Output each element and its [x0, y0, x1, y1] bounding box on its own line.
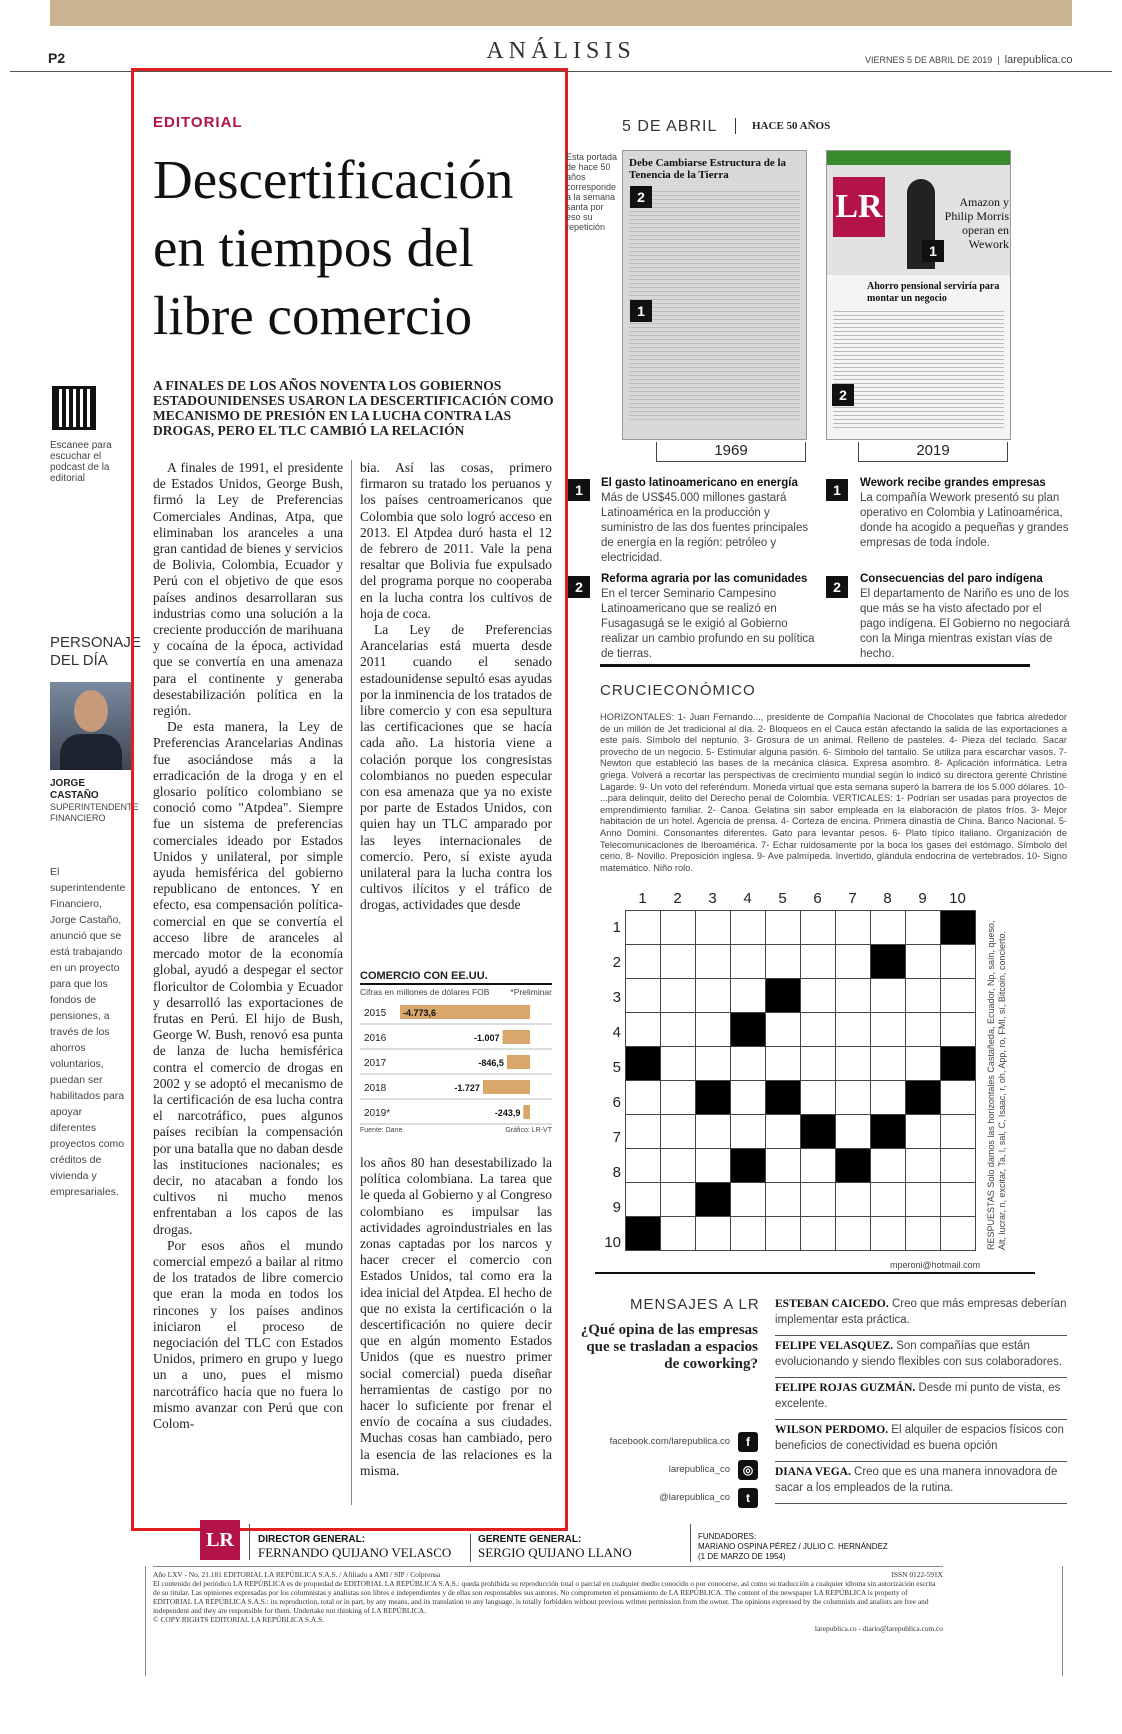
director-name: FERNANDO QUIJANO VELASCO — [258, 1545, 452, 1560]
social-facebook[interactable]: facebook.com/larepublica.co — [609, 1436, 730, 1447]
crossword-cell[interactable] — [731, 1013, 766, 1047]
crossword-cell[interactable] — [696, 1081, 731, 1115]
crossword-grid — [625, 910, 976, 1251]
crossword-cell[interactable] — [941, 911, 976, 945]
message-author: DIANA VEGA. — [775, 1466, 851, 1478]
crossword-cell[interactable] — [731, 1217, 766, 1251]
crossword-cell[interactable] — [731, 1183, 766, 1217]
message-author: FELIPE ROJAS GUZMÁN. — [775, 1382, 916, 1394]
item-title: Wework recibe grandes empresas — [860, 477, 1046, 489]
crossword-cell[interactable] — [731, 1081, 766, 1115]
message-text: Son compañías que están evolucionando y siendo flexibles con sus colaboradores. — [775, 1340, 1063, 1368]
year-bar-1969 — [656, 442, 806, 462]
crossword-cell[interactable] — [696, 945, 731, 979]
crossword-col-number: 10 — [949, 890, 966, 907]
item-text: El departamento de Nariño es uno de los que más se ha visto afectado por el pago indígena. El Gobierno no negociará con la Minga mientras existan vías de hecho. — [860, 588, 1070, 660]
chart-category-label: 2016 — [364, 1033, 387, 1044]
crossword-cell[interactable] — [626, 1217, 661, 1251]
crossword-cell[interactable] — [801, 979, 836, 1013]
personaje-photo — [50, 682, 132, 770]
crossword-cell[interactable] — [766, 911, 801, 945]
crossword-cell[interactable] — [836, 1081, 871, 1115]
dateline: VIERNES 5 DE ABRIL DE 2019 | larepublica.co — [865, 54, 1073, 66]
crossword-cell[interactable] — [661, 945, 696, 979]
chart-plot — [360, 999, 552, 1127]
crossword-cell[interactable] — [906, 1149, 941, 1183]
crossword-cell[interactable] — [661, 1047, 696, 1081]
crossword-cell[interactable] — [801, 1149, 836, 1183]
personaje-description: El superintendente Financiero, Jorge Castaño, anunció que se está trabajando en un proyecto para que los fondos de pensiones, a través de los ahorros voluntarios, puedan ser habilitados para apoyar diferentes proyectos como créditos de vivienda y empresariales. — [50, 866, 126, 1198]
crossword-cell[interactable] — [836, 1149, 871, 1183]
chart-data-label: -4.773,6 — [403, 1008, 437, 1018]
crossword-cell[interactable] — [906, 1047, 941, 1081]
crossword-cell[interactable] — [801, 911, 836, 945]
chart-source: Fuente: Dane — [360, 1127, 403, 1134]
trade-chart — [360, 970, 552, 1140]
crossword-row-number: 5 — [612, 1059, 621, 1076]
chart-bar — [507, 1055, 530, 1069]
crossword-cell[interactable] — [626, 1115, 661, 1149]
crossword-cell[interactable] — [661, 1013, 696, 1047]
chart-category-label: 2017 — [364, 1058, 387, 1069]
crossword-cell[interactable] — [906, 1013, 941, 1047]
crossword-cell[interactable] — [836, 1217, 871, 1251]
director-label: DIRECTOR GENERAL: — [258, 1534, 366, 1545]
paragraph: bia. Así las cosas, primero firmaron su tratado los peruanos y los países centroamericanos que Colombia que solo logró acceso en 2013. El Atpdea duró hasta el 12 de febrero de 2011. Vale la pena resaltar que Bolivia fue expulsado del programa porque no cooperaba en la lucha contra los cultivos de hoja de coca. — [360, 460, 552, 621]
crossword-title: CRUCIECONÓMICO — [600, 682, 756, 699]
crossword-cell[interactable] — [731, 911, 766, 945]
crossword-cell[interactable] — [731, 945, 766, 979]
crossword-cell[interactable] — [766, 1217, 801, 1251]
item-badge: 2 — [568, 576, 590, 598]
crossword-cell[interactable] — [661, 911, 696, 945]
chart-category-label: 2018 — [364, 1083, 387, 1094]
crossword-col-number: 9 — [918, 890, 927, 907]
top-color-bar — [50, 0, 1072, 26]
front-page-1969-headline: Debe Cambiarse Estructura de la Tenencia de la Tierra — [629, 157, 787, 181]
photo-badge-4: 2 — [832, 384, 854, 406]
crossword-clues: HORIZONTALES: 1- Juan Fernando..., presidente de Compañía Nacional de Chocolates que fabrica alrededor de un millón de Jet tradicional al día. 2- Bloqueos en el Cauca están afectando la salida de las exportaciones a este país. Símbolo del neptunio. 3- Grosura de un animal. Relleno de pasteles. 4- Pieza del teclado. Sacar provecho de un negocio. 5- Estimular alguna pasión. 6- Símbolo del tantalio. Se utiliza para escarchar vasos. 7- Newton que estableció las bases de la mecánica clásica. Expresa asombro. 8- Aplicación informática. Letra griega. Volverá a recortar las perspectivas de crecimiento mundial según lo indicó su directora gerente Christine Lagarde. 9- Un voto del referéndum. Moneda virtual que esta semana superó la barrera de los 5.000 dólares. 10- ...para delinquir, delito del Derecho penal de Colombia. VERTICALES: 1- Podrían ser usadas para proyectos de emprendimiento familiar. 2- Canoa. Gelatina sin sabor empleada en la elaboración de platos fríos. 3- Mejor habitación de un hotel. Agencia de prensa. 4- Corteza de encina. Primera dinastía de China. Banco Nacional. 5- Anno Domini. Consonantes diferentes. Gato para levantar pesos. 6- Plato típico italiano. Organización de Telecomunicaciones de Iberoamérica. 7- Echar ruidosamente por la boca los gases del estómago. Símbolo del cerio. 8- Novillo. Preposición inglesa. 9- Ave palmípeda. Invertido, glándula endocrina de vertebrados. 10- Signo matemático. Niño rolo. — [600, 712, 1067, 873]
instagram-icon[interactable]: ◎ — [738, 1460, 758, 1480]
mensajes-title: MENSAJES A LR — [630, 1296, 760, 1313]
crossword-cell[interactable] — [766, 1183, 801, 1217]
fundacion-date: (1 DE MARZO DE 1954) — [698, 1552, 786, 1561]
crossword-cell[interactable] — [731, 1149, 766, 1183]
footer-vline — [690, 1524, 691, 1562]
message-item — [775, 1462, 1067, 1504]
editorial-lead: A FINALES DE LOS AÑOS NOVENTA LOS GOBIERNOS ESTADOUNIDENSES USARON LA DESCERTIFICACIÓN COMO MECANISMO DE PRESIÓN EN LA LUCHA CONTRA LAS DROGAS, PERO EL TLC CAMBIÓ LA RELACIÓN — [153, 378, 554, 438]
gerente-label: GERENTE GENERAL: — [478, 1534, 582, 1545]
crossword-cell[interactable] — [836, 911, 871, 945]
chart-subtitle: Cifras en millones de dólares FOB — [360, 987, 490, 997]
crossword-row-number: 10 — [604, 1234, 621, 1251]
item-1969-2 — [601, 572, 816, 662]
crossword-col-number: 8 — [883, 890, 892, 907]
message-text: El alquiler de espacios físicos con beneficios de conectividad es buena opción — [775, 1424, 1064, 1452]
legal-issue: Año LXV - No. 21.181 EDITORIAL LA REPÚBLICA S.A.S. / Afiliado a AMI / SIP / Colprensa — [153, 1570, 441, 1579]
hace50-blurb: Esta portada de hace 50 años corresponde a la semana santa por eso su repetición — [566, 152, 618, 232]
photo-badge-3: 1 — [922, 240, 944, 262]
crossword-cell[interactable] — [836, 1047, 871, 1081]
section-rule — [600, 664, 1030, 667]
crossword-cell[interactable] — [836, 1183, 871, 1217]
crossword-cell[interactable] — [941, 1047, 976, 1081]
personaje-role: SUPERINTENDENTE FINANCIERO — [50, 802, 139, 823]
site-link[interactable]: larepublica.co — [1004, 54, 1073, 66]
crossword-row-number: 8 — [612, 1164, 621, 1181]
crossword-cell[interactable] — [731, 1047, 766, 1081]
chart-bar — [503, 1030, 530, 1044]
crossword-cell[interactable] — [766, 1149, 801, 1183]
qr-code-icon[interactable] — [52, 386, 96, 430]
crossword-cell[interactable] — [766, 1081, 801, 1115]
crossword-cell[interactable] — [766, 979, 801, 1013]
front-page-2019-subhead: Ahorro pensional serviría para montar un negocio — [867, 281, 1000, 304]
crossword-cell[interactable] — [906, 1081, 941, 1115]
crossword-cell[interactable] — [941, 1013, 976, 1047]
editorial-headline: Descertificación en tiempos del libre comercio — [153, 149, 514, 346]
crossword-cell[interactable] — [836, 1115, 871, 1149]
crossword-col-number: 7 — [848, 890, 857, 907]
crossword-cell[interactable] — [836, 979, 871, 1013]
crossword-cell[interactable] — [626, 1183, 661, 1217]
fundadores-label: FUNDADORES: — [698, 1532, 757, 1541]
crossword-cell[interactable] — [836, 1013, 871, 1047]
chart-category-label: 2019* — [364, 1108, 391, 1119]
crossword-cell[interactable] — [871, 1081, 906, 1115]
crossword-cell[interactable] — [871, 1183, 906, 1217]
crossword-cell[interactable] — [626, 1013, 661, 1047]
chart-data-label: -846,5 — [478, 1058, 504, 1068]
hace50-divider — [735, 118, 736, 134]
crossword-row-number: 9 — [612, 1199, 621, 1216]
crossword-cell[interactable] — [661, 1115, 696, 1149]
paragraph: De esta manera, la Ley de Preferencias Arancelarias Andinas fue asociándose más a la erradicación de la droga y en el glosario político colombiano se conoció como "Atpdea". Siempre fue un sistema de preferencias comerciales ideado por Estados Unidos y unilateral, por simple ayuda hemisférica del gobierno republicano de entonces. Y en efecto, esa compensación política-comercial en que se convertía el acceso libre de aranceles al mercado motor de la economía global, ayudó a despegar el sector floricultor de Colombia y Ecuador y desarrolló las exportaciones de frutas en Perú. El hijo de Bush, George W. Bush, renovó esa punta de lanza de lucha hemisférica contra el comercio de drogas en 2002 y se adoptó el mecanismo de la certificación de esa lucha contra el narcotráfico, pues algunos países recibían la compensación por una batalla que no daban desde las instituciones nacionales; es decir, no atacaban a fondo los cultivos ni mucho menos enfrentaban a los capos de las drogas. — [153, 719, 343, 1237]
item-title: El gasto latinoamericano en energía — [601, 477, 798, 489]
crossword-frame-bottom — [595, 1272, 1035, 1274]
message-item — [775, 1294, 1067, 1336]
crossword-cell[interactable] — [906, 979, 941, 1013]
column-divider — [351, 460, 352, 1505]
crossword-cell[interactable] — [906, 945, 941, 979]
page-number: P2 — [48, 50, 66, 66]
gerente-name: SERGIO QUIJANO LLANO — [478, 1545, 632, 1560]
message-text: Creo que es una manera innovadora de sacar a los empleados de la rutina. — [775, 1466, 1058, 1494]
crossword-cell[interactable] — [766, 1047, 801, 1081]
crossword-cell[interactable] — [941, 945, 976, 979]
crossword-cell[interactable] — [801, 1081, 836, 1115]
mensajes-question: ¿Qué opina de las empresas que se trasladan a espacios de coworking? — [580, 1322, 758, 1372]
editorial-label: EDITORIAL — [153, 114, 243, 131]
social-instagram[interactable]: larepublica_co — [668, 1464, 730, 1475]
crossword-cell[interactable] — [661, 979, 696, 1013]
crossword-cell[interactable] — [766, 1013, 801, 1047]
crossword-cell[interactable] — [696, 1013, 731, 1047]
footer-gerente — [478, 1534, 632, 1561]
front-page-2019-logo: LR — [833, 177, 885, 237]
crossword-cell[interactable] — [801, 1013, 836, 1047]
crossword-cell[interactable] — [941, 1183, 976, 1217]
footer-rule — [153, 1566, 943, 1567]
message-text: Creo que más empresas deberían implementar esta práctica. — [775, 1298, 1067, 1326]
crossword-cell[interactable] — [626, 1047, 661, 1081]
crossword-row-number: 7 — [612, 1129, 621, 1146]
crossword-cell[interactable] — [941, 1217, 976, 1251]
crossword-cell[interactable] — [941, 1081, 976, 1115]
twitter-icon[interactable]: t — [738, 1488, 758, 1508]
chart-note: *Preliminar — [510, 987, 552, 997]
footer-director — [258, 1534, 451, 1561]
section-title: ANÁLISIS — [486, 38, 636, 64]
crossword-cell[interactable] — [906, 1115, 941, 1149]
crossword-row-number: 6 — [612, 1094, 621, 1111]
crossword-cell[interactable] — [906, 911, 941, 945]
crossword-cell[interactable] — [766, 945, 801, 979]
crossword-cell[interactable] — [871, 1149, 906, 1183]
crossword-cell[interactable] — [871, 911, 906, 945]
item-text: Más de US$45.000 millones gastará Latinoamérica en la producción y suministro de las dos fuentes principales de energía en la región: petróleo y electricidad. — [601, 492, 809, 564]
item-text: En el tercer Seminario Campesino Latinoamericano que se realizó en Fusagasugá se le exigió al Gobierno realizar un cambio profundo en su política de tierras. — [601, 588, 815, 660]
crossword-cell[interactable] — [801, 1115, 836, 1149]
crossword-col-number: 6 — [813, 890, 822, 907]
item-title: Reforma agraria por las comunidades — [601, 573, 808, 585]
crossword-cell[interactable] — [906, 1217, 941, 1251]
crossword-cell[interactable] — [696, 1183, 731, 1217]
paragraph: Por esos años el mundo comercial empezó a bailar al ritmo de los tratados de libre comercio que eran la moda en todos los rincones y los países andinos iniciaron el proceso de negociación del TLC con Estados Unidos, primero en grupo y luego un a uno, pues el mismo narcotráfico hacía que no fuera lo mismo avanzar con Perú que con Colom- — [153, 1237, 343, 1431]
crossword-cell[interactable] — [871, 1115, 906, 1149]
legal-notice — [153, 1570, 943, 1633]
crossword-cell[interactable] — [766, 1115, 801, 1149]
item-2019-1 — [860, 476, 1070, 551]
crossword-cell[interactable] — [871, 1013, 906, 1047]
item-title: Consecuencias del paro indígena — [860, 573, 1043, 585]
crossword-cell[interactable] — [696, 979, 731, 1013]
message-author: FELIPE VELASQUEZ. — [775, 1340, 894, 1352]
right-frame-line — [1062, 1566, 1063, 1676]
crossword-col-number: 1 — [638, 890, 647, 907]
message-item — [775, 1378, 1067, 1420]
crossword-row-number: 4 — [612, 1024, 621, 1041]
crossword-cell[interactable] — [626, 945, 661, 979]
crossword-email: mperoni@hotmail.com — [890, 1260, 981, 1270]
footer-fundadores — [698, 1532, 888, 1562]
crossword-cell[interactable] — [696, 1047, 731, 1081]
item-badge: 2 — [826, 576, 848, 598]
message-author: ESTEBAN CAICEDO. — [775, 1298, 889, 1310]
editorial-column-2 — [360, 460, 552, 960]
crossword-cell[interactable] — [626, 911, 661, 945]
crossword-col-number: 4 — [743, 890, 752, 907]
issue-date: VIERNES 5 DE ABRIL DE 2019 — [865, 55, 993, 65]
crossword-col-number: 5 — [778, 890, 787, 907]
crossword-cell[interactable] — [661, 1183, 696, 1217]
photo-badge-2: 1 — [630, 300, 652, 322]
crossword-cell[interactable] — [941, 979, 976, 1013]
crossword-row-numbers — [595, 910, 621, 1260]
chart-bar — [523, 1105, 530, 1119]
chart-data-label: -243,9 — [494, 1108, 521, 1118]
crossword-cell[interactable] — [696, 1149, 731, 1183]
crossword-cell[interactable] — [871, 979, 906, 1013]
footer-vline — [470, 1534, 471, 1562]
year-label-2019: 2019 — [916, 442, 950, 459]
item-badge: 1 — [568, 479, 590, 501]
chart-data-label: -1.727 — [454, 1083, 480, 1093]
crossword-col-number: 2 — [673, 890, 682, 907]
crossword-cell[interactable] — [801, 1047, 836, 1081]
item-badge: 1 — [826, 479, 848, 501]
crossword-row-number: 1 — [612, 919, 621, 936]
paragraph: los años 80 han desestabilizado la política colombiana. La tarea que le queda al Gobierno y al Congreso colombiano es impulsar las actividades agroindustriales en las zonas captadas por los narcos y hacer crecer el comercio con Estados Unidos, tal como era la idea inicial del Atpdea. El hecho de que no exista la certificación o la descertificación no quiere decir que en algún momento Estados Unidos (que es nuestro primer social comercial) pueda diseñar herramientas de castigo por no hacer lo suficiente por frenar el envío de cocaína a sus ciudades. Muchas cosas han cambiado, pero la esencia de las relaciones es la misma. — [360, 1155, 552, 1478]
crossword-cell[interactable] — [626, 979, 661, 1013]
crossword-cell[interactable] — [871, 1047, 906, 1081]
item-text: La compañía Wework presentó su plan operativo en Colombia y Latinoamérica, donde ha acogido a pequeñas y grandes empresas de toda índole. — [860, 492, 1069, 549]
chart-data-label: -1.007 — [474, 1033, 500, 1043]
hace50-title: HACE 50 AÑOS — [752, 120, 831, 132]
crossword-cell[interactable] — [626, 1081, 661, 1115]
message-item — [775, 1336, 1067, 1378]
message-item — [775, 1420, 1067, 1462]
front-page-2019-headline: Amazon y Philip Morris operan en Wework — [944, 195, 1009, 251]
crossword-cell[interactable] — [801, 1183, 836, 1217]
paragraph: La Ley de Preferencias Arancelarias está muerta desde 2011 cuando el senado estadounidense sepultó esas ayudas por la inminencia de los tratados de libre comercio y con esa sepultura las certificaciones que se hacía cada año. La historia viene a colación porque los congresistas colombianos no pueden especular con esa amenaza que ya no existe por parte de Estados Unidos, con quien hay un TLC amparado por las leyes internacionales de comercio. Pero, sí existe ayuda unilateral para la lucha contra los cultivos ilícitos y el tráfico de drogas, actividades que desde — [360, 622, 552, 913]
message-author: WILSON PERDOMO. — [775, 1424, 889, 1436]
crossword-cell[interactable] — [626, 1149, 661, 1183]
crossword-cell[interactable] — [941, 1115, 976, 1149]
crossword-cell[interactable] — [661, 1149, 696, 1183]
year-label-1969: 1969 — [714, 442, 748, 459]
crossword-cell[interactable] — [871, 945, 906, 979]
crossword-cell[interactable] — [801, 1217, 836, 1251]
qr-caption: Escanee para escuchar el podcast de la editorial — [50, 440, 112, 484]
crossword-cell[interactable] — [871, 1217, 906, 1251]
chart-title: COMERCIO CON EE.UU. — [360, 970, 552, 985]
hace50-date: 5 DE ABRIL — [622, 118, 718, 135]
crossword-cell[interactable] — [801, 945, 836, 979]
crossword-cell[interactable] — [661, 1217, 696, 1251]
mensajes-list — [775, 1294, 1067, 1504]
crossword-col-number: 3 — [708, 890, 717, 907]
chart-credit: Gráfico: LR-VT — [505, 1127, 552, 1134]
crossword-cell[interactable] — [836, 945, 871, 979]
crossword-row-number: 3 — [612, 989, 621, 1006]
chart-bar — [483, 1080, 530, 1094]
crossword-col-numbers — [625, 890, 975, 907]
lr-logo[interactable]: LR — [200, 1520, 240, 1560]
crossword-cell[interactable] — [731, 1115, 766, 1149]
year-bar-2019 — [858, 442, 1008, 462]
paragraph: A finales de 1991, el presidente de Estados Unidos, George Bush, firmó la Ley de Preferencias Comerciales Andinas, Atpa, que eliminaban los aranceles a una gran cantidad de bienes y servicios de Bolivia, Colombia, Ecuador y Perú con el objetivo de que esos países andinos desarrollaran sus industrias como una solución a la creciente producción de marihuana y cocaína de la época, actividad que se convertía en una amenaza para el continente y generaba desestabilización política en la región. — [153, 460, 343, 719]
copyright: © COPY RIGHTS EDITORIAL LA REPÚBLICA S.A.S. — [153, 1615, 325, 1624]
legal-text: El contenido del periódico LA REPÚBLICA es de propiedad de EDITORIAL LA REPÚBLICA S.A.S.: queda prohibida su reproducción total o parcial en cualquier medio conocido o por conocerse, así como su traducción a cualquier idioma sin autorización escrita de su titular. Las opiniones expresadas por los columnistas y analistas son libres e independientes y de ellas son responsables sus autores. No comprometen el pensamiento de LA REPÚBLICA. The content of the newspaper LA REPÚBLICA is property of EDITORIAL LA REPÚBLICA S.A.S.: its reproduction, total or in part, by any means, and its translation to any language, is totally forbidden without previous written permission from the owner. The opinions expressed by the columnists and analists are free and independent and they are responsible for them. Undertake not thinking of LA REPÚBLICA. — [153, 1579, 936, 1615]
issn: ISSN 0122-591X — [891, 1570, 943, 1579]
crossword-cell[interactable] — [696, 1115, 731, 1149]
crossword-cell[interactable] — [696, 1217, 731, 1251]
crossword-cell[interactable] — [941, 1149, 976, 1183]
personaje-name: JORGE CASTAÑO — [50, 778, 99, 801]
crossword-cell[interactable] — [731, 979, 766, 1013]
crossword-cell[interactable] — [906, 1183, 941, 1217]
social-twitter[interactable]: @larepublica_co — [659, 1492, 730, 1503]
item-2019-2 — [860, 572, 1070, 662]
item-1969-1 — [601, 476, 816, 566]
fundadores-names: MARIANO OSPINA PÉREZ / JULIO C. HERNÁNDEZ — [698, 1542, 888, 1551]
crossword-row-number: 2 — [612, 954, 621, 971]
facebook-icon[interactable]: f — [738, 1432, 758, 1452]
footer-vline — [249, 1524, 250, 1560]
left-frame-line — [145, 1566, 146, 1676]
editorial-column-3 — [360, 1155, 552, 1505]
photo-badge-1: 2 — [630, 186, 652, 208]
message-text: Desde mi punto de vista, es excelente. — [775, 1382, 1061, 1410]
contact[interactable]: larepublica.co - diario@larepublica.com.co — [814, 1624, 943, 1633]
crossword-cell[interactable] — [696, 911, 731, 945]
personaje-title: PERSONAJE DEL DÍA — [50, 634, 141, 669]
editorial-column-1 — [153, 460, 343, 1505]
crossword-answers: RESPUESTAS Solo damos las horizontales Castañeda, Ecuador, Np, saín, queso, Alt, lucrar, n, excitar, Ta, l, sal, C, Isaac, r, oh, App, ro, FMI, sí, Bitcoin, concierto. — [986, 920, 1007, 1250]
crossword-cell[interactable] — [661, 1081, 696, 1115]
chart-category-label: 2015 — [364, 1008, 387, 1019]
